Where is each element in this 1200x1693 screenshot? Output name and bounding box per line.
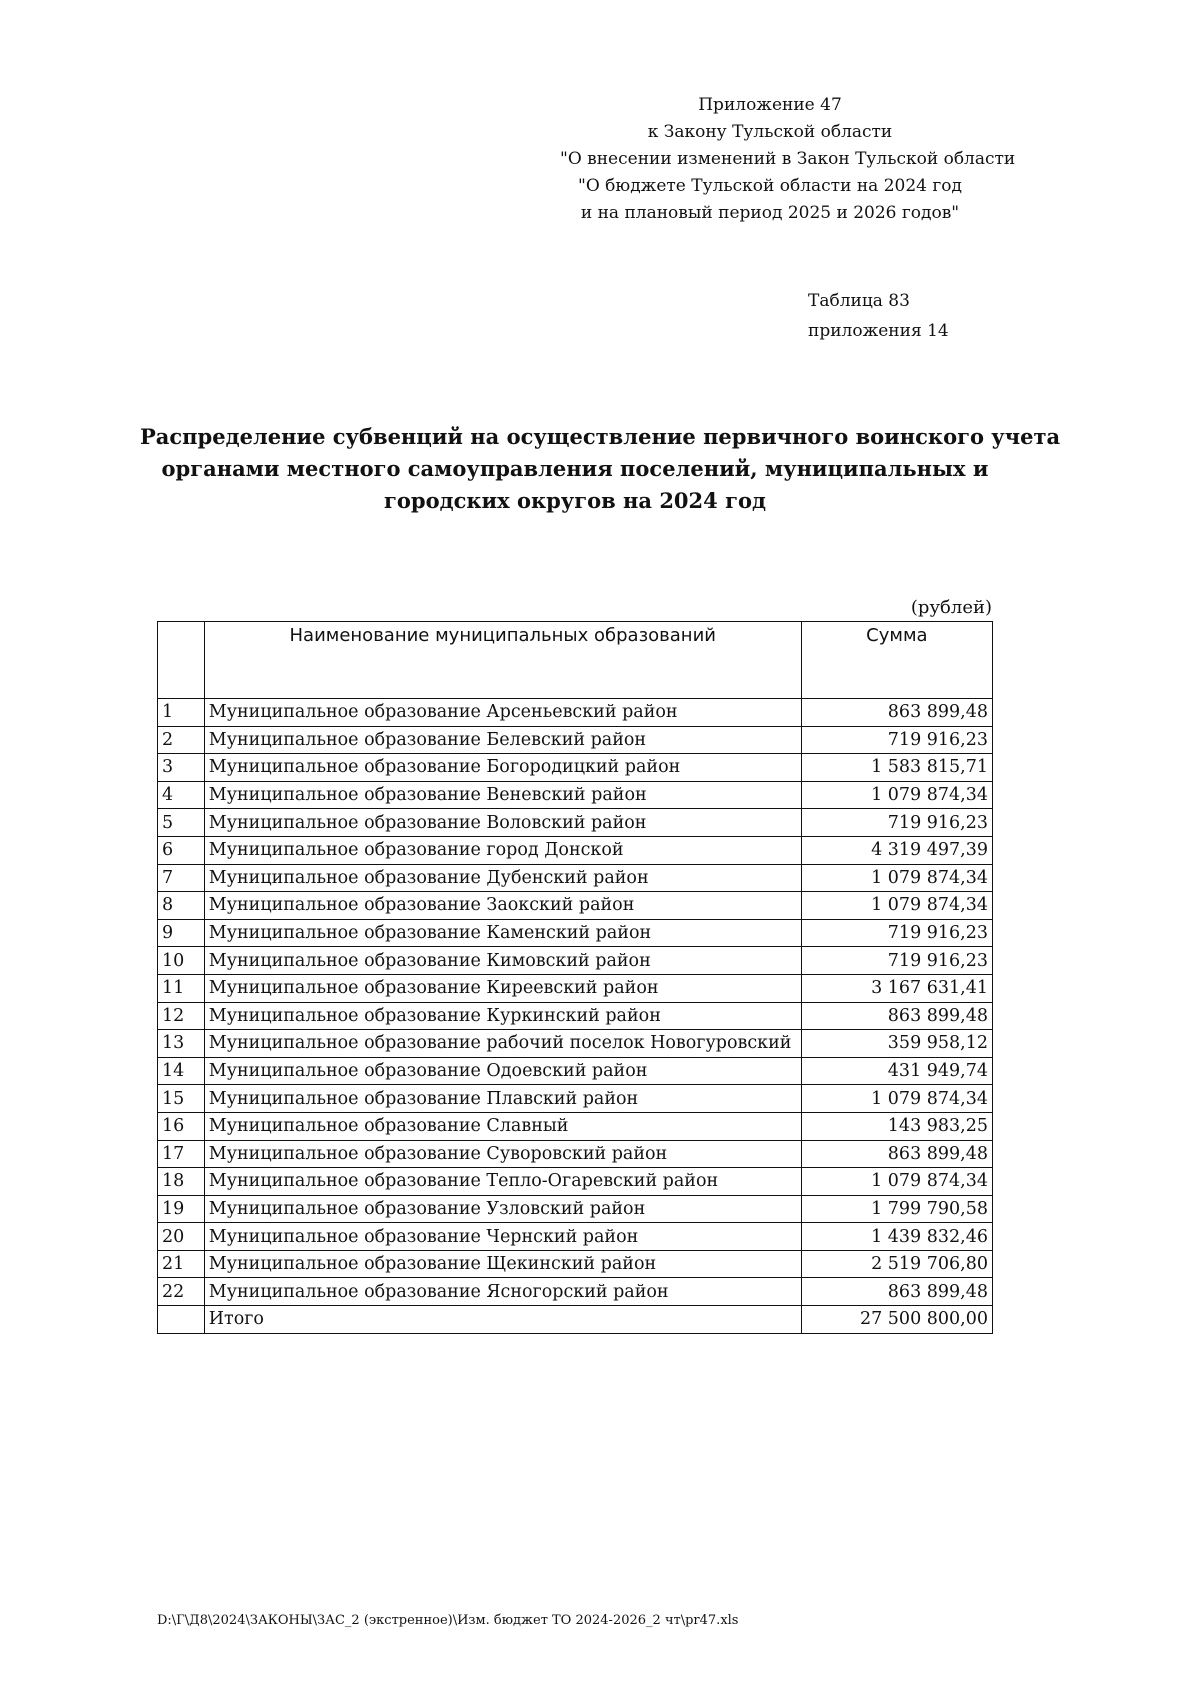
title-line: органами местного самоуправления поселений, муниципальных и (161, 456, 989, 481)
row-name: Муниципальное образование Узловский район (204, 1195, 801, 1223)
total-number (158, 1306, 205, 1334)
document-title (140, 421, 1061, 517)
row-sum: 431 949,74 (801, 1057, 992, 1085)
row-name: Муниципальное образование город Донской (204, 836, 801, 864)
row-number: 9 (158, 919, 205, 947)
row-sum: 1 079 874,34 (801, 892, 992, 920)
table-row (158, 1250, 993, 1278)
row-name: Муниципальное образование Плавский район (204, 1085, 801, 1113)
row-sum: 4 319 497,39 (801, 836, 992, 864)
table-row (158, 1195, 993, 1223)
table-reference (808, 286, 949, 346)
column-header-number (158, 622, 205, 699)
column-header-name: Наименование муниципальных образований (204, 622, 801, 699)
table-row (158, 754, 993, 782)
table-row (158, 947, 993, 975)
row-sum: 863 899,48 (801, 699, 992, 727)
row-sum: 1 079 874,34 (801, 1168, 992, 1196)
row-sum: 863 899,48 (801, 1278, 992, 1306)
table-row (158, 1223, 993, 1251)
row-name: Муниципальное образование Киреевский район (204, 974, 801, 1002)
table-row (158, 974, 993, 1002)
row-number: 8 (158, 892, 205, 920)
table-row (158, 1140, 993, 1168)
row-name: Муниципальное образование Веневский район (204, 781, 801, 809)
table-row (158, 1057, 993, 1085)
row-sum: 1 583 815,71 (801, 754, 992, 782)
column-header-sum: Сумма (801, 622, 992, 699)
table-row (158, 919, 993, 947)
table-header-row (158, 622, 993, 699)
row-name: Муниципальное образование Заокский район (204, 892, 801, 920)
row-sum: 143 983,25 (801, 1112, 992, 1140)
row-name: Муниципальное образование Тепло-Огаревский район (204, 1168, 801, 1196)
row-number: 20 (158, 1223, 205, 1251)
units-label: (рублей) (910, 597, 992, 618)
table-body (158, 699, 993, 1334)
row-number: 12 (158, 1002, 205, 1030)
appendix-line: к Закону Тульской области (647, 122, 893, 142)
row-number: 10 (158, 947, 205, 975)
total-name: Итого (204, 1306, 801, 1334)
table-row (158, 892, 993, 920)
row-sum: 719 916,23 (801, 809, 992, 837)
row-name: Муниципальное образование Белевский район (204, 726, 801, 754)
row-number: 4 (158, 781, 205, 809)
row-name: Муниципальное образование Одоевский район (204, 1057, 801, 1085)
row-number: 14 (158, 1057, 205, 1085)
row-name: Муниципальное образование Богородицкий район (204, 754, 801, 782)
title-line: Распределение субвенций на осуществление первичного воинского учета (140, 424, 1061, 449)
row-number: 1 (158, 699, 205, 727)
appendix-line: Приложение 47 (698, 95, 842, 115)
row-name: Муниципальное образование Чернский район (204, 1223, 801, 1251)
table-ref-line: приложения 14 (808, 321, 949, 341)
row-name: Муниципальное образование Славный (204, 1112, 801, 1140)
row-number: 5 (158, 809, 205, 837)
table-row (158, 726, 993, 754)
table-row (158, 1278, 993, 1306)
row-number: 19 (158, 1195, 205, 1223)
row-number: 6 (158, 836, 205, 864)
file-path-footer: D:\Г\Д8\2024\ЗАКОНЫ\ЗАС_2 (экстренное)\Изм. бюджет ТО 2024-2026_2 чт\pr47.xls (157, 1613, 739, 1628)
row-name: Муниципальное образование Дубенский район (204, 864, 801, 892)
row-sum: 719 916,23 (801, 726, 992, 754)
table-row (158, 699, 993, 727)
table-row (158, 1112, 993, 1140)
row-name: Муниципальное образование Щекинский район (204, 1250, 801, 1278)
appendix-line: и на плановый период 2025 и 2026 годов" (580, 203, 960, 223)
row-number: 3 (158, 754, 205, 782)
table-row (158, 864, 993, 892)
table-row (158, 836, 993, 864)
row-name: Муниципальное образование Каменский район (204, 919, 801, 947)
row-name: Муниципальное образование рабочий поселок Новогуровский (204, 1030, 801, 1058)
table-row (158, 1085, 993, 1113)
row-sum: 1 439 832,46 (801, 1223, 992, 1251)
row-name: Муниципальное образование Ясногорский район (204, 1278, 801, 1306)
distribution-table (157, 621, 993, 1334)
row-sum: 863 899,48 (801, 1140, 992, 1168)
table-row (158, 1168, 993, 1196)
table-total-row (158, 1306, 993, 1334)
row-number: 21 (158, 1250, 205, 1278)
row-sum: 1 079 874,34 (801, 781, 992, 809)
row-sum: 1 079 874,34 (801, 1085, 992, 1113)
table-row (158, 781, 993, 809)
row-sum: 359 958,12 (801, 1030, 992, 1058)
row-sum: 719 916,23 (801, 919, 992, 947)
row-sum: 1 079 874,34 (801, 864, 992, 892)
appendix-line: "О внесении изменений в Закон Тульской области (560, 149, 1016, 169)
appendix-block (560, 92, 1016, 227)
table-row (158, 809, 993, 837)
row-name: Муниципальное образование Кимовский район (204, 947, 801, 975)
row-number: 17 (158, 1140, 205, 1168)
table-row (158, 1030, 993, 1058)
row-sum: 3 167 631,41 (801, 974, 992, 1002)
row-number: 2 (158, 726, 205, 754)
row-number: 7 (158, 864, 205, 892)
row-name: Муниципальное образование Арсеньевский район (204, 699, 801, 727)
row-number: 15 (158, 1085, 205, 1113)
row-number: 22 (158, 1278, 205, 1306)
row-sum: 863 899,48 (801, 1002, 992, 1030)
appendix-line: "О бюджете Тульской области на 2024 год (578, 176, 962, 196)
row-number: 13 (158, 1030, 205, 1058)
row-sum: 1 799 790,58 (801, 1195, 992, 1223)
table-ref-line: Таблица 83 (808, 291, 910, 311)
row-number: 16 (158, 1112, 205, 1140)
row-name: Муниципальное образование Воловский район (204, 809, 801, 837)
row-sum: 2 519 706,80 (801, 1250, 992, 1278)
title-line: городских округов на 2024 год (384, 488, 766, 513)
row-name: Муниципальное образование Суворовский район (204, 1140, 801, 1168)
row-sum: 719 916,23 (801, 947, 992, 975)
row-number: 11 (158, 974, 205, 1002)
table-row (158, 1002, 993, 1030)
total-sum: 27 500 800,00 (801, 1306, 992, 1334)
row-name: Муниципальное образование Куркинский район (204, 1002, 801, 1030)
row-number: 18 (158, 1168, 205, 1196)
